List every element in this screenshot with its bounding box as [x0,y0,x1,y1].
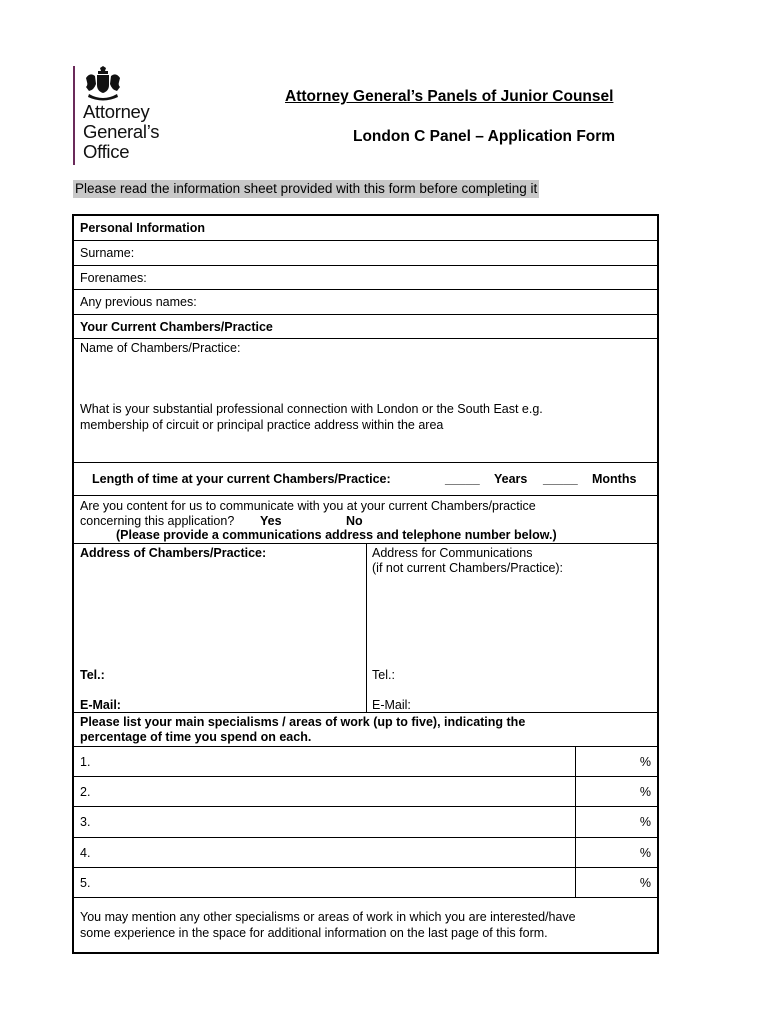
months-blank[interactable]: _____ [543,472,578,486]
percent-divider [575,807,576,838]
personal-info-header [74,216,657,241]
additional-info-line2: some experience in the space for additional information on the last page of this form. [80,926,548,940]
specialism-row[interactable] [74,807,657,838]
percent-divider [575,747,576,777]
percent-divider [575,777,576,807]
comms-tel-label: Tel.: [372,668,395,682]
attorney-general-logo [73,66,203,166]
document-title: Attorney General’s Panels of Junior Counsel [285,88,614,105]
percent-sign: % [639,876,651,890]
specialism-number: 4. [80,846,91,860]
length-of-time-row [74,463,657,496]
communication-consent-row [74,496,657,544]
length-label: Length of time at your current Chambers/Practice: [92,472,391,486]
percent-sign: % [639,846,651,860]
info-notice: Please read the information sheet provided with this form before completing it [75,181,538,196]
consent-question-line1: Are you content for us to communicate with you at your current Chambers/practice [80,499,536,513]
chambers-name-label: Name of Chambers/Practice: [80,341,241,355]
specialism-number: 3. [80,815,91,829]
specialism-number: 2. [80,785,91,799]
chambers-email-label: E-Mail: [80,698,121,712]
specialisms-intro-line2: percentage of time you spend on each. [80,730,312,744]
percent-sign: % [639,755,651,769]
previous-names-field[interactable] [74,290,657,315]
chambers-details-field[interactable] [74,339,657,463]
document-subtitle: London C Panel – Application Form [353,128,616,145]
additional-info-note [74,898,657,954]
addresses-row [74,544,657,713]
logo-wordmark [83,102,159,162]
chambers-header [74,315,657,339]
logo-line-3: Office [83,141,130,162]
years-label: Years [494,472,528,486]
specialism-number: 5. [80,876,91,890]
personal-info-heading: Personal Information [80,221,206,235]
comms-email-label: E-Mail: [372,698,411,712]
specialisms-intro-line1: Please list your main specialisms / areas of work (up to five), indicating the [80,715,526,729]
chambers-heading: Your Current Chambers/Practice [80,320,273,334]
royal-crest-icon [83,66,123,102]
consent-no-option[interactable]: No [346,514,363,528]
specialism-row[interactable] [74,777,657,807]
years-blank[interactable]: _____ [445,472,480,486]
comms-address-label-line1: Address for Communications [372,546,533,560]
percent-sign: % [639,815,651,829]
connection-question-line1: What is your substantial professional connection with London or the South East e.g. [80,402,543,416]
surname-label: Surname: [80,246,135,260]
comms-address-label-line2: (if not current Chambers/Practice): [372,561,564,575]
forenames-label: Forenames: [80,271,147,285]
logo-line-2: General’s [83,121,160,142]
logo-accent-bar [73,66,75,165]
specialism-number: 1. [80,755,91,769]
specialism-row[interactable] [74,747,657,777]
percent-divider [575,868,576,898]
forenames-field[interactable] [74,266,657,290]
months-label: Months [592,472,637,486]
previous-names-label: Any previous names: [80,295,197,309]
specialisms-intro-row [74,713,657,747]
application-form [72,214,659,954]
consent-question-line2: concerning this application? [80,514,235,528]
specialism-row[interactable] [74,868,657,898]
percent-sign: % [639,785,651,799]
consent-note: (Please provide a communications address and telephone number below.) [116,528,557,542]
address-column-divider [366,544,367,713]
chambers-tel-label: Tel.: [80,668,105,682]
consent-yes-option[interactable]: Yes [260,514,282,528]
chambers-address-label: Address of Chambers/Practice: [80,546,267,560]
connection-question-line2: membership of circuit or principal practice address within the area [80,418,444,432]
surname-field[interactable] [74,241,657,266]
logo-line-1: Attorney [83,101,150,122]
specialism-row[interactable] [74,838,657,868]
percent-divider [575,838,576,868]
additional-info-line1: You may mention any other specialisms or areas of work in which you are interested/have [80,910,576,924]
